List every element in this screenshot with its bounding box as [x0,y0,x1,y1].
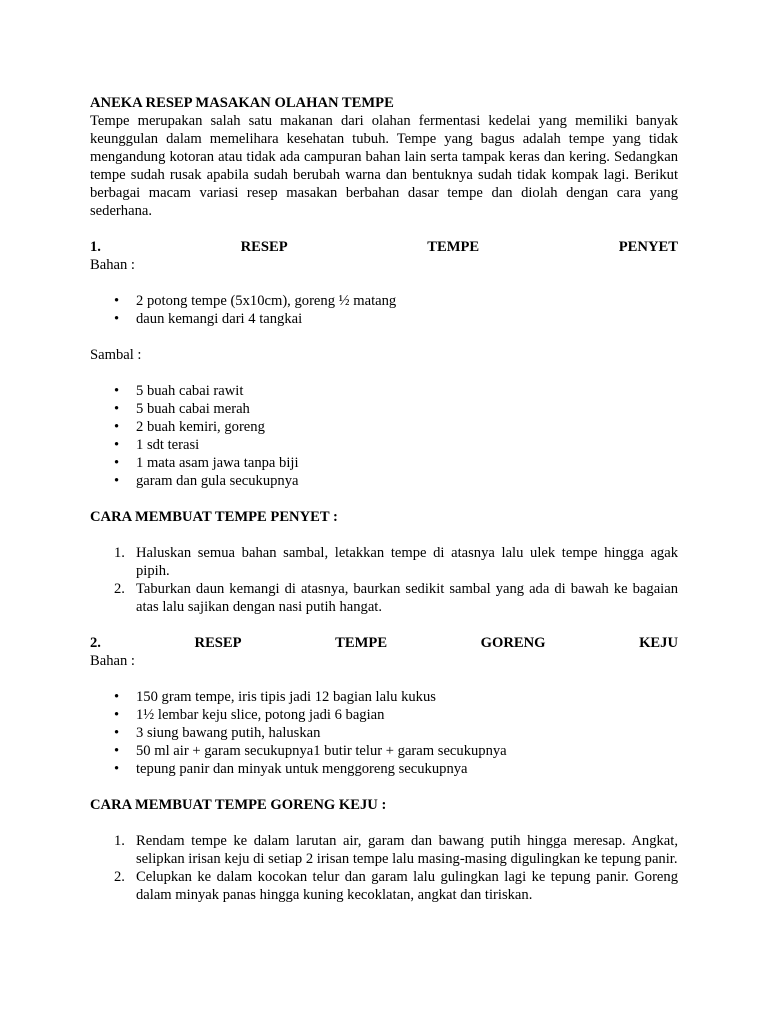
step-number: 2. [114,869,125,885]
ingredient-list [90,292,678,328]
list-item: • 2 potong tempe (5x10cm), goreng ½ matang [114,292,678,310]
list-item: • 3 siung bawang putih, haluskan [114,724,678,742]
heading-word: TEMPE [427,239,480,255]
list-item: • tepung panir dan minyak untuk menggoreng secukupnya [114,760,678,778]
list-item: • 1 sdt terasi [114,436,678,454]
step-number: 2. [114,581,125,597]
page-title: ANEKA RESEP MASAKAN OLAHAN TEMPE [90,95,394,111]
cara-heading: CARA MEMBUAT TEMPE GORENG KEJU : [90,797,387,813]
heading-word: RESEP [194,635,242,651]
list-item: • 5 buah cabai rawit [114,382,678,400]
heading-word: GORENG [480,635,546,651]
list-item: • daun kemangi dari 4 tangkai [114,310,678,328]
heading-word: PENYET [618,239,678,255]
list-item: • 50 ml air + garam secukupnya1 butir telur + garam secukupnya [114,742,678,760]
list-item [114,580,678,616]
ingredient-list [90,688,678,778]
list-item [114,868,678,904]
recipe-1-heading [90,238,678,256]
list-item [114,832,678,868]
step-text: Taburkan daun kemangi di atasnya, baurkan sedikit sambal yang ada di bawah ke bagaian atas lalu sajikan dengan nasi putih hangat. [136,581,678,615]
step-number: 1. [114,833,125,849]
heading-word: KEJU [639,635,678,651]
step-text: Celupkan ke dalam kocokan telur dan garam lalu gulingkan lagi ke tepung panir. Goreng dalam minyak panas hingga kuning kecoklatan, angkat dan tiriskan. [136,869,678,903]
list-item: • 2 buah kemiri, goreng [114,418,678,436]
heading-word: 2. [90,635,101,651]
heading-word: TEMPE [335,635,388,651]
list-item: • 1½ lembar keju slice, potong jadi 6 bagian [114,706,678,724]
sambal-list [90,382,678,490]
list-item: • 5 buah cabai merah [114,400,678,418]
bahan-label: Bahan : [90,257,135,273]
intro-paragraph: Tempe merupakan salah satu makanan dari olahan fermentasi kedelai yang memiliki banyak keunggulan dalam memelihara kesehatan tubuh. Tempe yang bagus adalah tempe yang tidak mengandung kotoran atau tidak ada campuran bahan lain serta tampak keras dan kering. Sedangkan tempe sudah rusak apabila sudah berubah warna dan bentuknya sudah tidak kompak lagi. Berikut berbagai macam variasi resep masakan berbahan dasar tempe dan diolah dengan cara yang sederhana. [90,113,678,219]
cara-heading: CARA MEMBUAT TEMPE PENYET : [90,509,338,525]
sambal-label: Sambal : [90,347,142,363]
bahan-label: Bahan : [90,653,135,669]
heading-word: RESEP [240,239,288,255]
step-text: Rendam tempe ke dalam larutan air, garam dan bawang putih hingga meresap. Angkat, selipkan irisan keju di setiap 2 irisan tempe lalu masing-masing digulingkan ke tepung panir. [136,833,678,867]
step-number: 1. [114,545,125,561]
list-item [114,544,678,580]
recipe-2-heading [90,634,678,652]
step-text: Haluskan semua bahan sambal, letakkan tempe di atasnya lalu ulek tempe hingga agak pipih. [136,545,678,579]
steps-list [90,544,678,616]
list-item: • 150 gram tempe, iris tipis jadi 12 bagian lalu kukus [114,688,678,706]
list-item: • 1 mata asam jawa tanpa biji [114,454,678,472]
list-item: • garam dan gula secukupnya [114,472,678,490]
steps-list [90,832,678,904]
heading-word: 1. [90,239,101,255]
